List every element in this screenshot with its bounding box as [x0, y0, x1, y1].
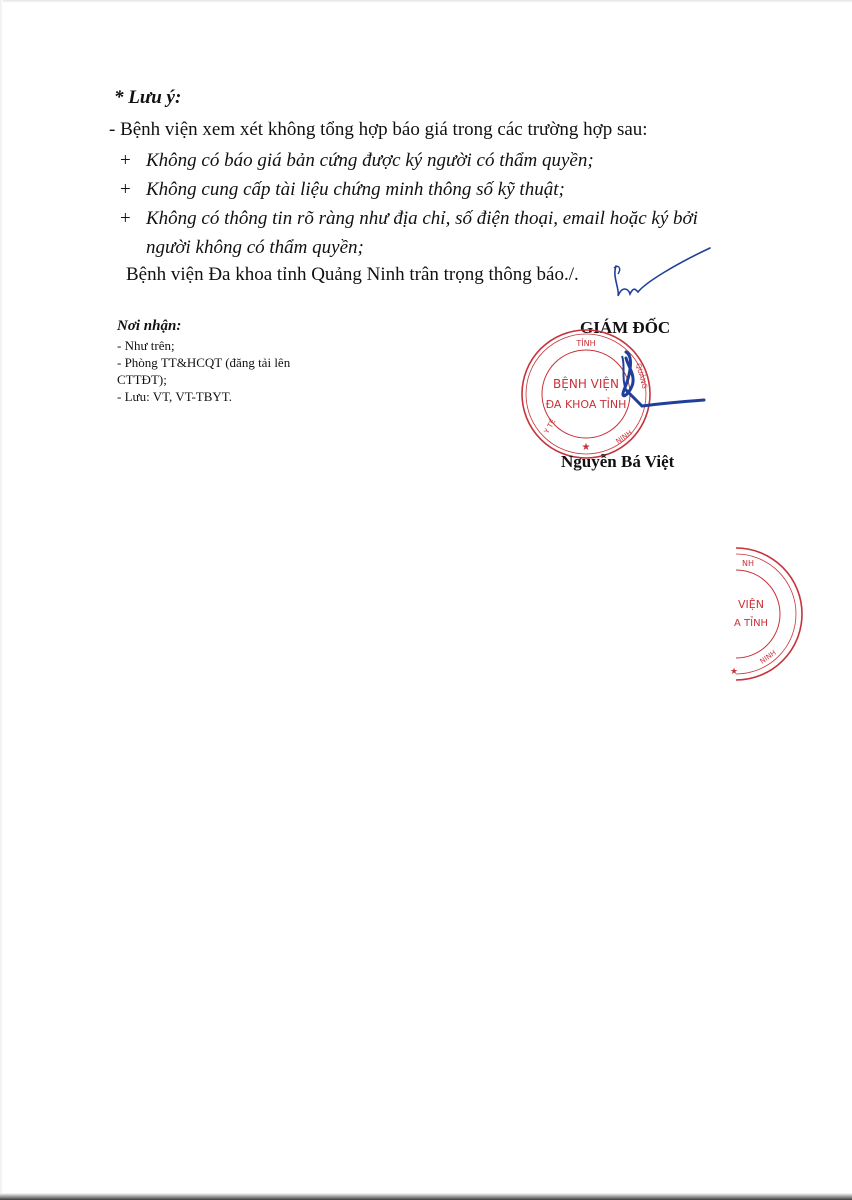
margin-seal-line1: VIỆN [738, 598, 764, 611]
margin-seal-star: ★ [730, 667, 739, 677]
margin-seal-line2: A TỈNH [734, 618, 769, 629]
scan-edge-bottom [0, 1193, 852, 1200]
signer-title: GIÁM ĐỐC [580, 318, 671, 337]
stamp-ring-right: QUẢNG [634, 362, 649, 390]
recipient-item: - Lưu: VT, VT-TBYT. [117, 389, 233, 404]
note-item-text: Không có thông tin rõ ràng như địa chỉ, số điện thoại, email hoặc ký bởi [146, 208, 698, 229]
stamp-ring-bottom-right: NINH [614, 428, 634, 446]
margin-seal-icon [716, 544, 816, 684]
note-heading: * Lưu ý: [114, 87, 182, 108]
recipients-heading: Nơi nhận: [117, 318, 182, 334]
director-signature-icon [608, 346, 708, 426]
note-items [120, 146, 760, 262]
note-intro: - Bệnh viện xem xét không tổng hợp báo giá trong các trường hợp sau: [109, 119, 648, 140]
margin-seal-ring-bottom: NINH [758, 648, 778, 666]
note-item-text: Không có báo giá bản cứng được ký người có thẩm quyền; [146, 150, 594, 171]
initial-signature-icon [606, 246, 716, 306]
note-item [120, 175, 760, 204]
bullet-plus: + [120, 208, 131, 229]
scan-edge-left [0, 0, 3, 1200]
recipients-list [117, 337, 357, 405]
bullet-plus: + [120, 150, 131, 171]
recipient-item: - Phòng TT&HCQT (đăng tải lên [117, 355, 291, 370]
recipient-item: CTTĐT); [117, 372, 167, 387]
stamp-star: ★ [581, 442, 591, 453]
stamp-ring-bottom-left: Y TẾ [542, 417, 558, 435]
stamp-line2: ĐA KHOA TỈNH [545, 398, 627, 411]
stamp-ring-top: TỈNH [576, 339, 596, 348]
recipients-block [117, 318, 357, 405]
recipient-item: - Như trên; [117, 338, 175, 353]
stamp-line1: BỆNH VIỆN [553, 377, 619, 391]
margin-seal-ring-top: NH [742, 559, 754, 568]
note-item [120, 146, 760, 175]
closing-statement: Bệnh viện Đa khoa tỉnh Quảng Ninh trân trọng thông báo./. [126, 264, 579, 285]
scan-edge-top [0, 0, 852, 3]
bullet-plus: + [120, 179, 131, 200]
note-item-continuation: người không có thẩm quyền; [146, 237, 364, 258]
signer-name: Nguyễn Bá Việt [561, 452, 675, 471]
note-item-text: Không cung cấp tài liệu chứng minh thông số kỹ thuật; [146, 179, 565, 200]
